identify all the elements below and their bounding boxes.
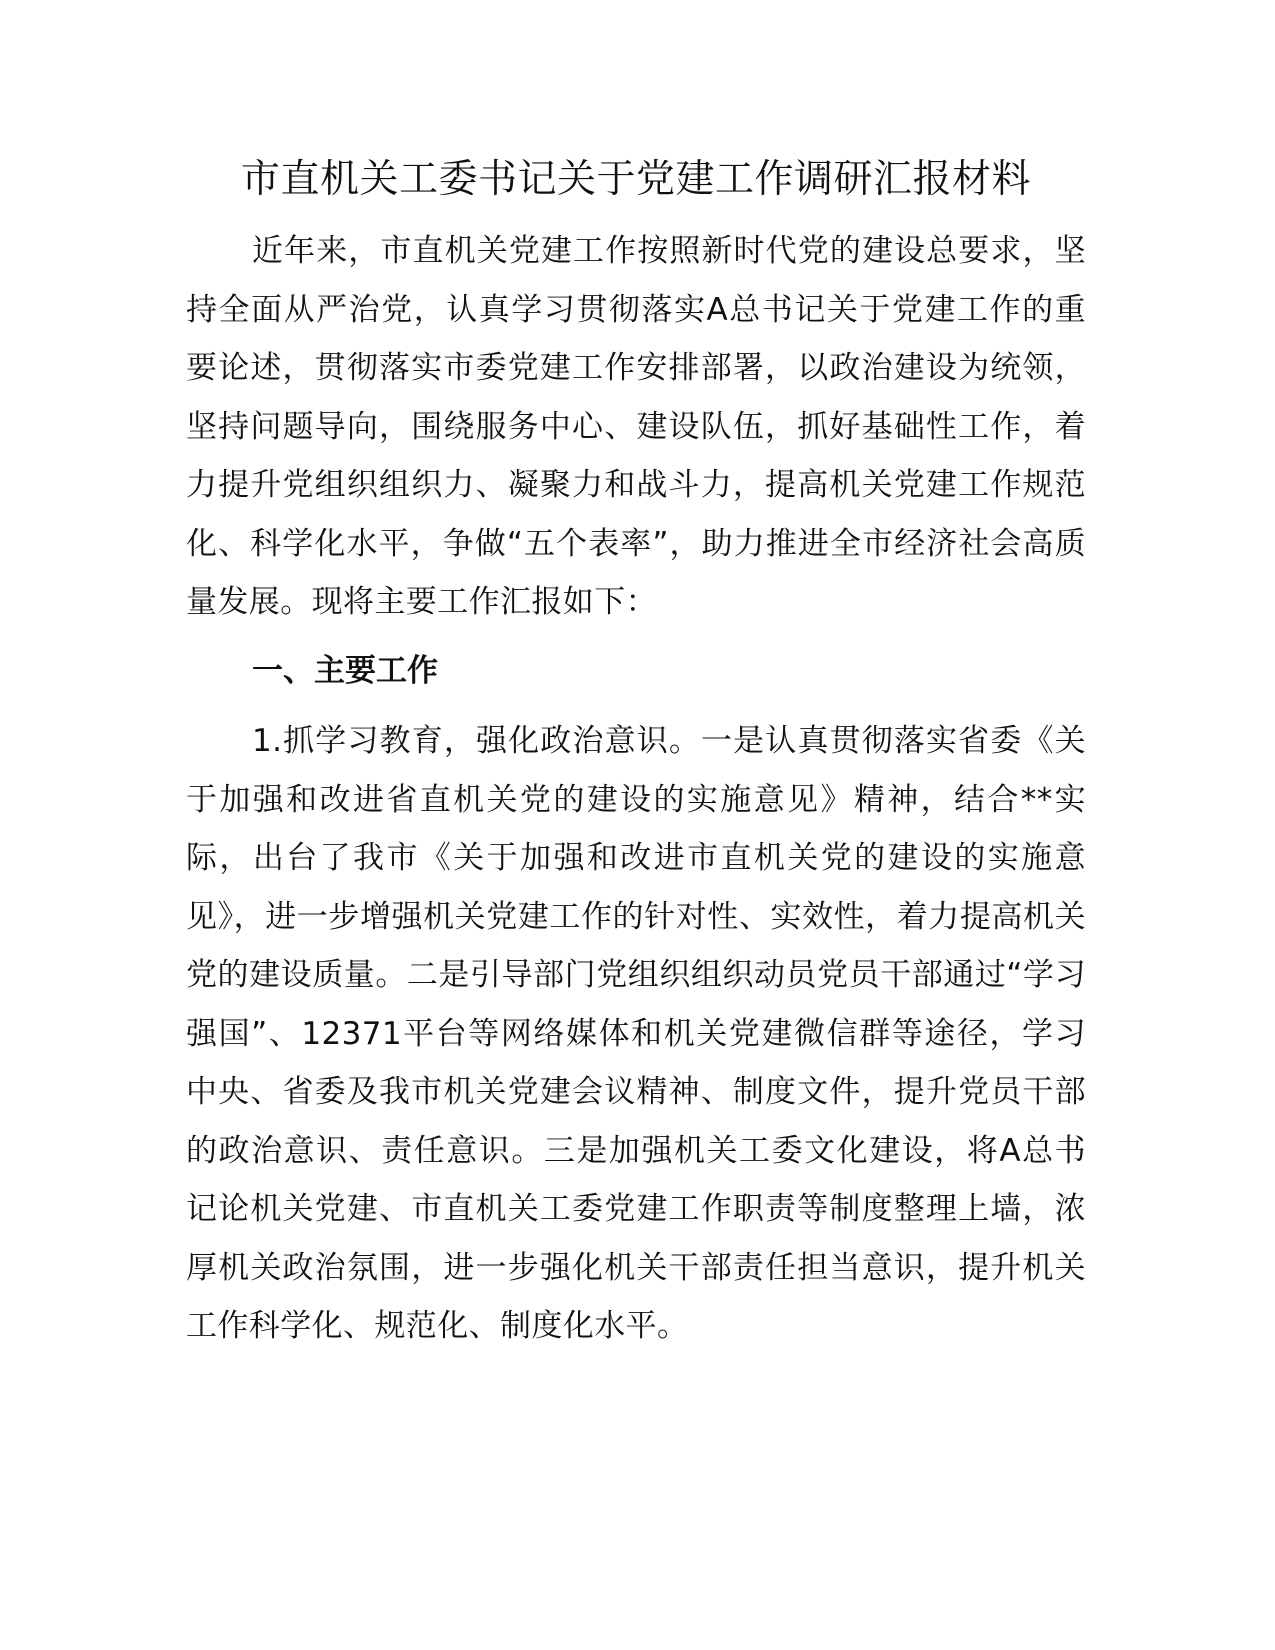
section-paragraph: 1.抓学习教育，强化政治意识。一是认真贯彻落实省委《关于加强和改进省直机关党的建设的实施意见》精神，结合**实际，出台了我市《关于加强和改进市直机关党的建设的实施意见》，进一步增强机关党建工作的针对性、实效性，着力提高机关党的建设质量。二是引导部门党组织组织动员党员干部通过“学习强国”、12371平台等网络媒体和机关党建微信群等途径，学习中央、省委及我市机关党建会议精神、制度文件，提升党员干部的政治意识、责任意识。三是加强机关工委文化建设，将A总书记论机关党建、市直机关工委党建工作职责等制度整理上墙，浓厚机关政治氛围，进一步强化机关干部责任担当意识，提升机关工作科学化、规范化、制度化水平。 [186, 723, 1086, 1344]
document-title: 市直机关工委书记关于党建工作调研汇报材料 [240, 157, 1031, 202]
document-body [186, 150, 1086, 1356]
section-heading: 一、主要工作 [252, 652, 438, 689]
intro-paragraph: 近年来，市直机关党建工作按照新时代党的建设总要求，坚持全面从严治党，认真学习贯彻落实A总书记关于党建工作的重要论述，贯彻落实市委党建工作安排部署，以政治建设为统领，坚持问题导向，围绕服务中心、建设队伍，抓好基础性工作，着力提升党组织组织力、凝聚力和战斗力，提高机关党建工作规范化、科学化水平，争做“五个表率”，助力推进全市经济社会高质量发展。现将主要工作汇报如下： [186, 233, 1086, 620]
